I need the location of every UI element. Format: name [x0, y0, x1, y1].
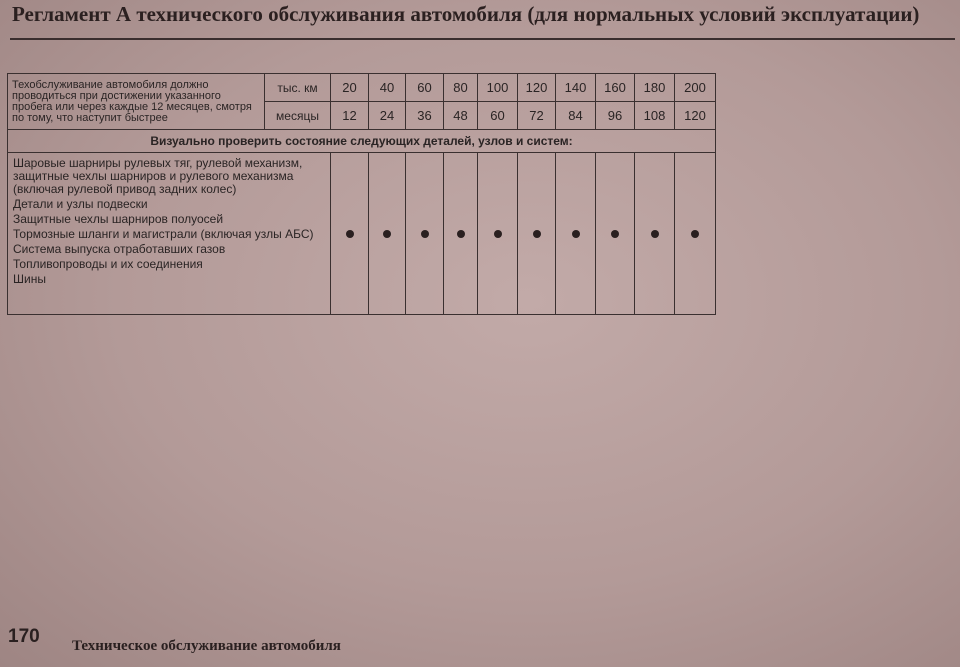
section-header: Визуально проверить состояние следующих деталей, узлов и систем: — [8, 130, 716, 153]
km-value: 60 — [406, 74, 444, 102]
km-value: 20 — [331, 74, 369, 102]
km-value: 80 — [444, 74, 478, 102]
unit-km-label: тыс. км — [265, 74, 331, 102]
inspection-item: Тормозные шланги и магистрали (включая узлы АБС) — [13, 227, 314, 241]
maintenance-schedule-table — [7, 73, 716, 315]
check-cell — [406, 153, 444, 315]
bullet-icon — [651, 230, 659, 238]
inspection-item: Шаровые шарниры рулевых тяг, рулевой механизм, защитные чехлы шарниров и рулевого механизма (включая рулевой привод задних колес) — [13, 156, 303, 196]
check-cell — [369, 153, 406, 315]
bullet-icon — [421, 230, 429, 238]
km-value: 180 — [635, 74, 675, 102]
check-cell — [478, 153, 518, 315]
month-value: 84 — [556, 102, 596, 130]
km-value: 140 — [556, 74, 596, 102]
month-value: 120 — [675, 102, 716, 130]
bullet-icon — [494, 230, 502, 238]
inspection-item: Топливопроводы и их соединения — [13, 257, 203, 271]
footer-chapter-title: Техническое обслуживание автомобиля — [72, 638, 341, 654]
page-header-title: Регламент А технического обслуживания автомобиля (для нормальных условий эксплуатации) — [12, 2, 920, 26]
month-value: 24 — [369, 102, 406, 130]
month-value: 96 — [596, 102, 635, 130]
inspection-items-list — [8, 153, 331, 315]
check-cell — [556, 153, 596, 315]
page-number: 170 — [8, 626, 40, 647]
bullet-icon — [611, 230, 619, 238]
header-divider — [10, 38, 955, 40]
check-cell — [331, 153, 369, 315]
km-value: 100 — [478, 74, 518, 102]
month-value: 48 — [444, 102, 478, 130]
check-cell — [675, 153, 716, 315]
month-value: 12 — [331, 102, 369, 130]
unit-months-label: месяцы — [265, 102, 331, 130]
inspection-item: Система выпуска отработавших газов — [13, 242, 226, 256]
bullet-icon — [533, 230, 541, 238]
bullet-icon — [572, 230, 580, 238]
bullet-icon — [383, 230, 391, 238]
check-cell — [518, 153, 556, 315]
bullet-icon — [457, 230, 465, 238]
km-value: 160 — [596, 74, 635, 102]
bullet-icon — [691, 230, 699, 238]
check-cell — [596, 153, 635, 315]
month-value: 36 — [406, 102, 444, 130]
inspection-item: Детали и узлы подвески — [13, 197, 148, 211]
check-cell — [444, 153, 478, 315]
km-value: 120 — [518, 74, 556, 102]
km-value: 200 — [675, 74, 716, 102]
check-cell — [635, 153, 675, 315]
inspection-item: Защитные чехлы шарниров полуосей — [13, 212, 224, 226]
bullet-icon — [346, 230, 354, 238]
inspection-item: Шины — [13, 272, 46, 286]
km-value: 40 — [369, 74, 406, 102]
intro-text: Техобслуживание автомобиля должно проводиться при достижении указанного пробега или через каждые 12 месяцев, смотря по тому, что наступит быстрее — [8, 74, 265, 130]
month-value: 72 — [518, 102, 556, 130]
month-value: 60 — [478, 102, 518, 130]
month-value: 108 — [635, 102, 675, 130]
